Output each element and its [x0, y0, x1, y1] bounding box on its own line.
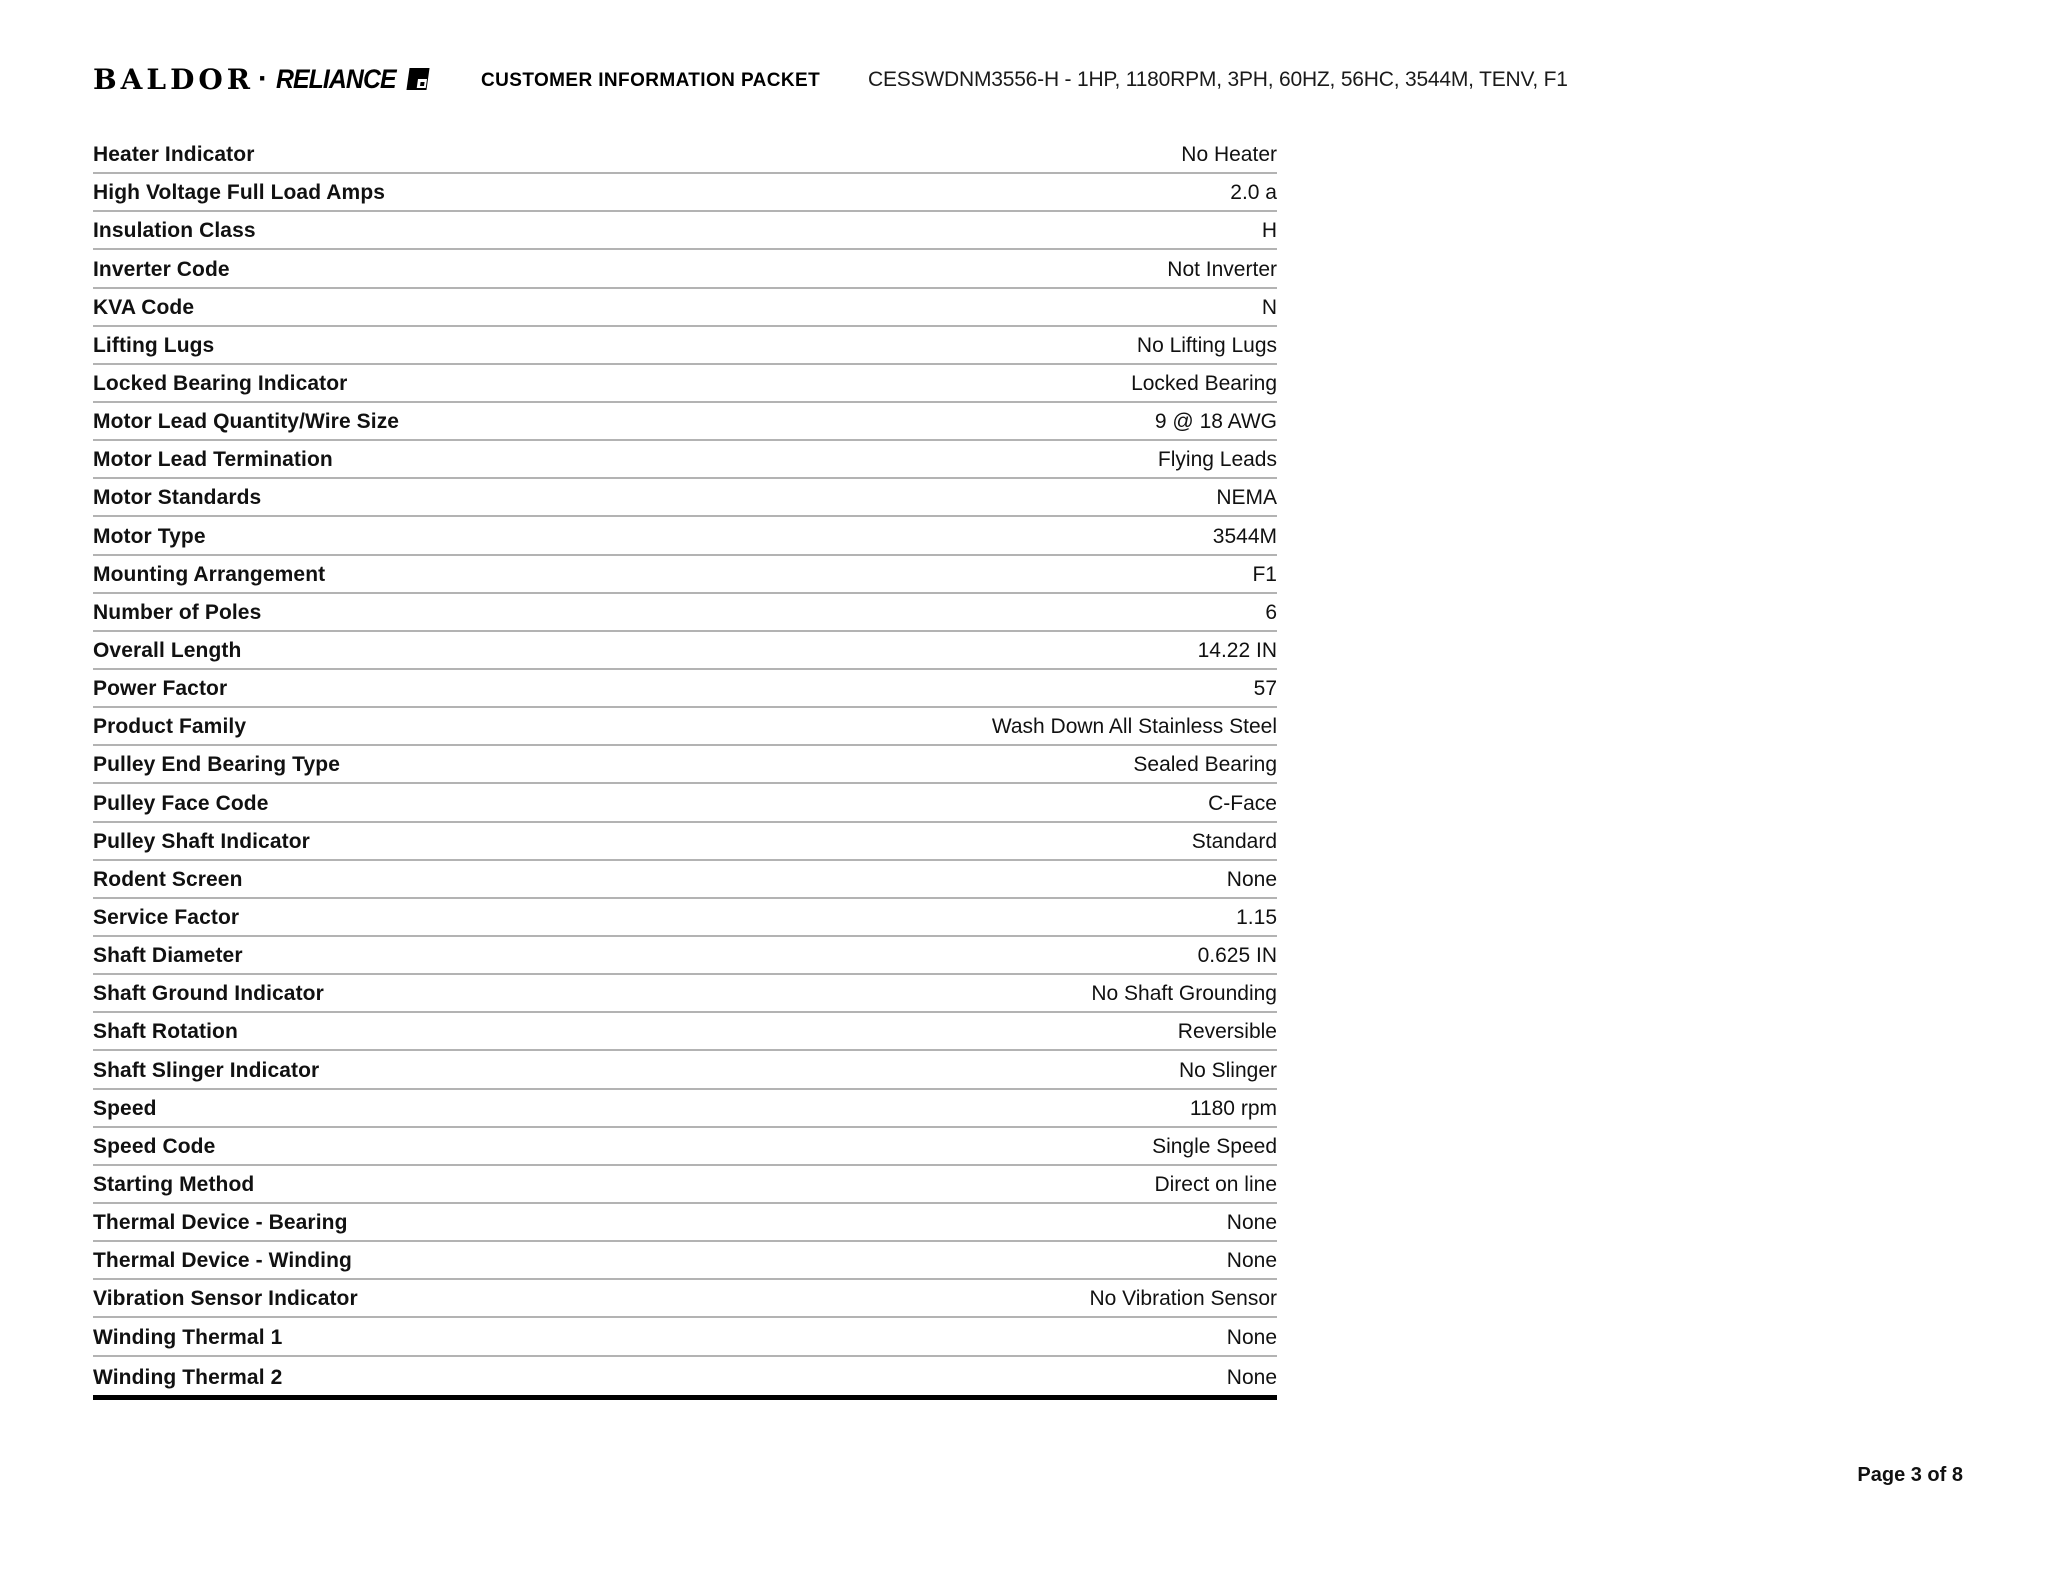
spec-value: Flying Leads — [1157, 448, 1277, 472]
spec-label: Insulation Class — [93, 219, 256, 243]
spec-value: 57 — [1253, 677, 1277, 701]
spec-label: Shaft Ground Indicator — [93, 982, 324, 1006]
spec-value: 6 — [1265, 600, 1277, 624]
spec-label: Rodent Screen — [93, 867, 243, 891]
spec-label: Pulley Face Code — [93, 791, 269, 815]
spec-value: N — [1261, 295, 1277, 319]
table-row — [93, 632, 1277, 670]
spec-label: Motor Lead Termination — [93, 448, 333, 472]
table-row — [93, 861, 1277, 899]
spec-value: 1180 rpm — [1189, 1096, 1277, 1120]
document-title: CUSTOMER INFORMATION PACKET — [481, 70, 821, 91]
spec-value: Not Inverter — [1167, 257, 1277, 281]
baldor-reliance-logo — [93, 62, 428, 96]
table-row — [93, 784, 1277, 822]
spec-value: 0.625 IN — [1197, 944, 1277, 968]
table-row — [93, 1280, 1277, 1318]
spec-label: Motor Lead Quantity/Wire Size — [93, 410, 400, 434]
spec-label: Mounting Arrangement — [93, 562, 326, 586]
spec-value: NEMA — [1216, 486, 1277, 510]
motor-mark-icon — [407, 68, 430, 90]
table-row — [93, 899, 1277, 937]
table-row — [93, 1051, 1277, 1089]
spec-label: Speed Code — [93, 1134, 216, 1158]
page-number: Page 3 of 8 — [1857, 1464, 1963, 1486]
spec-value: No Shaft Grounding — [1091, 982, 1277, 1006]
spec-label: Product Family — [93, 715, 247, 739]
spec-label: Locked Bearing Indicator — [93, 371, 348, 395]
spec-value: Direct on line — [1154, 1172, 1277, 1196]
spec-value: Single Speed — [1152, 1134, 1277, 1158]
spec-value: No Slinger — [1178, 1058, 1277, 1082]
table-row — [93, 708, 1277, 746]
spec-value: Locked Bearing — [1131, 371, 1277, 395]
spec-label: Speed — [93, 1096, 157, 1120]
spec-label: Winding Thermal 2 — [93, 1365, 283, 1389]
spec-label: Motor Type — [93, 524, 206, 548]
spec-label: Motor Standards — [93, 486, 262, 510]
spec-value: None — [1226, 1325, 1277, 1349]
spec-value: 2.0 a — [1230, 181, 1277, 205]
spec-value: 9 @ 18 AWG — [1154, 410, 1277, 434]
spec-value: None — [1226, 867, 1277, 891]
spec-value: 3544M — [1212, 524, 1277, 548]
spec-label: KVA Code — [93, 295, 195, 319]
spec-value: Sealed Bearing — [1133, 753, 1277, 777]
spec-label: Vibration Sensor Indicator — [93, 1287, 358, 1311]
spec-label: Heater Indicator — [93, 143, 255, 167]
spec-label: Pulley Shaft Indicator — [93, 829, 310, 853]
spec-label: Shaft Diameter — [93, 944, 243, 968]
spec-value: None — [1226, 1249, 1277, 1273]
spec-value: Wash Down All Stainless Steel — [991, 715, 1277, 739]
spec-value: Standard — [1191, 829, 1277, 853]
table-row — [93, 670, 1277, 708]
table-row — [93, 250, 1277, 288]
table-row — [93, 289, 1277, 327]
logo-baldor-text: BALDOR — [93, 62, 255, 96]
table-row — [93, 403, 1277, 441]
logo-reliance-text: RELIANCE — [276, 63, 396, 94]
table-row — [93, 556, 1277, 594]
table-row — [93, 517, 1277, 555]
spec-value: No Lifting Lugs — [1136, 333, 1277, 357]
spec-label: Shaft Slinger Indicator — [93, 1058, 320, 1082]
spec-label: Pulley End Bearing Type — [93, 753, 340, 777]
spec-value: No Heater — [1181, 143, 1277, 167]
spec-value: None — [1226, 1211, 1277, 1235]
logo-dot-separator: · — [258, 62, 269, 95]
page-header — [0, 0, 2048, 110]
table-row — [93, 327, 1277, 365]
spec-value: F1 — [1252, 562, 1277, 586]
spec-label: Inverter Code — [93, 257, 230, 281]
table-row — [93, 136, 1277, 174]
spec-label: Thermal Device - Winding — [93, 1249, 352, 1273]
spec-label: Power Factor — [93, 677, 228, 701]
spec-label: Thermal Device - Bearing — [93, 1211, 348, 1235]
spec-value: None — [1226, 1365, 1277, 1389]
spec-label: Shaft Rotation — [93, 1020, 238, 1044]
table-row — [93, 1166, 1277, 1204]
model-spec-line: CESSWDNM3556-H - 1HP, 1180RPM, 3PH, 60HZ, 56HC, 3544M, TENV, F1 — [868, 68, 1568, 91]
table-row — [93, 1013, 1277, 1051]
table-row — [93, 1204, 1277, 1242]
table-row — [93, 1357, 1277, 1395]
spec-label: Winding Thermal 1 — [93, 1325, 283, 1349]
spec-label: Service Factor — [93, 905, 240, 929]
spec-value: 14.22 IN — [1197, 638, 1277, 662]
table-row — [93, 1128, 1277, 1166]
table-row — [93, 975, 1277, 1013]
table-row — [93, 212, 1277, 250]
spec-value: H — [1261, 219, 1277, 243]
spec-label: Overall Length — [93, 638, 242, 662]
spec-value: No Vibration Sensor — [1089, 1287, 1277, 1311]
table-row — [93, 1242, 1277, 1280]
table-row — [93, 937, 1277, 975]
spec-label: Number of Poles — [93, 600, 262, 624]
spec-label: Starting Method — [93, 1172, 255, 1196]
spec-value: C-Face — [1208, 791, 1277, 815]
spec-value: 1.15 — [1236, 905, 1277, 929]
table-row — [93, 365, 1277, 403]
table-row — [93, 1318, 1277, 1356]
table-row — [93, 174, 1277, 212]
table-row — [93, 823, 1277, 861]
spec-value: Reversible — [1177, 1020, 1277, 1044]
table-row — [93, 1090, 1277, 1128]
table-row — [93, 479, 1277, 517]
spec-label: Lifting Lugs — [93, 333, 215, 357]
table-row — [93, 441, 1277, 479]
spec-label: High Voltage Full Load Amps — [93, 181, 386, 205]
spec-table — [93, 136, 1277, 1400]
table-row — [93, 594, 1277, 632]
table-row — [93, 746, 1277, 784]
